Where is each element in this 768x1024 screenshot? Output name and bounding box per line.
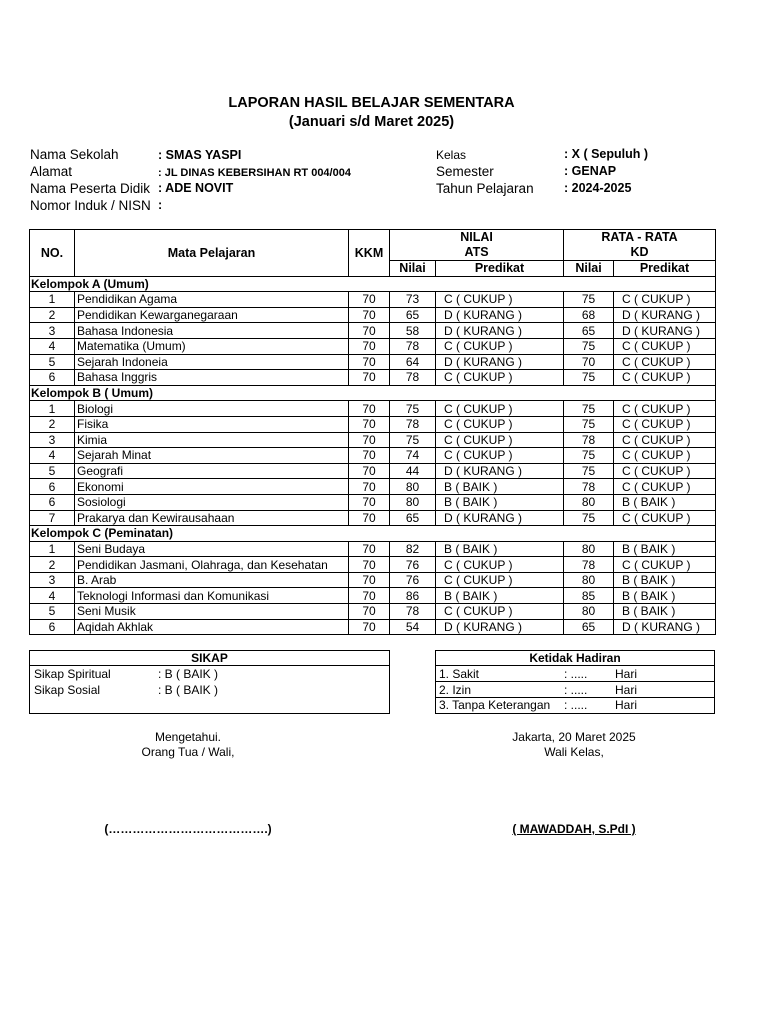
year-value: : 2024-2025 xyxy=(564,181,632,195)
row-kkm: 70 xyxy=(349,448,390,464)
row-no: 4 xyxy=(30,448,75,464)
class-label: Kelas xyxy=(436,148,467,162)
row-kd-nilai: 68 xyxy=(564,307,614,323)
absence-permit-unit: Hari xyxy=(615,683,638,697)
row-subject: Seni Budaya xyxy=(75,541,349,557)
row-ats-nilai: 80 xyxy=(390,494,436,510)
row-no: 4 xyxy=(30,588,75,604)
row-subject: Sejarah Indoneia xyxy=(75,354,349,370)
row-ats-predikat: D ( KURANG ) xyxy=(436,323,564,339)
absence-divider-1 xyxy=(436,681,714,682)
row-kd-nilai: 65 xyxy=(564,619,614,635)
header-subject: Mata Pelajaran xyxy=(75,230,349,277)
row-no: 2 xyxy=(30,557,75,573)
header-kd xyxy=(564,230,716,261)
row-no: 1 xyxy=(30,292,75,308)
row-kd-nilai: 70 xyxy=(564,354,614,370)
address-value: : JL DINAS KEBERSIHAN RT 004/004 xyxy=(158,167,351,179)
row-subject: Ekonomi xyxy=(75,479,349,495)
header-ats-predikat: Predikat xyxy=(436,261,564,277)
row-kkm: 70 xyxy=(349,354,390,370)
sikap-sosial-label: Sikap Sosial xyxy=(34,683,101,697)
row-ats-predikat: C ( CUKUP ) xyxy=(436,416,564,432)
row-kd-nilai: 85 xyxy=(564,588,614,604)
absence-sick-label: 1. Sakit xyxy=(439,667,480,681)
row-no: 2 xyxy=(30,307,75,323)
row-no: 2 xyxy=(30,416,75,432)
row-subject: Matematika (Umum) xyxy=(75,338,349,354)
year-label: Tahun Pelajaran xyxy=(436,181,534,196)
row-subject: Geografi xyxy=(75,463,349,479)
row-no: 5 xyxy=(30,354,75,370)
address-label: Alamat xyxy=(30,164,73,179)
table-row xyxy=(30,572,716,588)
row-subject: Prakarya dan Kewirausahaan xyxy=(75,510,349,526)
row-ats-predikat: D ( KURANG ) xyxy=(436,510,564,526)
row-kd-predikat: C ( CUKUP ) xyxy=(614,479,716,495)
row-ats-predikat: C ( CUKUP ) xyxy=(436,401,564,417)
row-ats-predikat: C ( CUKUP ) xyxy=(436,572,564,588)
row-kd-predikat: C ( CUKUP ) xyxy=(614,338,716,354)
sikap-box xyxy=(29,650,390,714)
row-subject: B. Arab xyxy=(75,572,349,588)
row-ats-predikat: D ( KURANG ) xyxy=(436,354,564,370)
row-subject: Pendidikan Agama xyxy=(75,292,349,308)
table-row xyxy=(30,323,716,339)
row-ats-nilai: 75 xyxy=(390,401,436,417)
row-kd-nilai: 75 xyxy=(564,416,614,432)
row-kd-nilai: 80 xyxy=(564,604,614,620)
absence-noinfo-unit: Hari xyxy=(615,698,638,712)
row-ats-predikat: D ( KURANG ) xyxy=(436,619,564,635)
row-ats-nilai: 78 xyxy=(390,604,436,620)
row-ats-predikat: B ( BAIK ) xyxy=(436,541,564,557)
row-kd-predikat: C ( CUKUP ) xyxy=(614,432,716,448)
header-kkm: KKM xyxy=(349,230,390,277)
table-row xyxy=(30,401,716,417)
table-row xyxy=(30,479,716,495)
table-row xyxy=(30,463,716,479)
row-subject: Kimia xyxy=(75,432,349,448)
row-kd-predikat: B ( BAIK ) xyxy=(614,604,716,620)
row-ats-predikat: C ( CUKUP ) xyxy=(436,432,564,448)
class-value: : X ( Sepuluh ) xyxy=(564,147,649,161)
row-kkm: 70 xyxy=(349,416,390,432)
absence-header: Ketidak Hadiran xyxy=(436,651,714,666)
row-subject: Sejarah Minat xyxy=(75,448,349,464)
row-kd-predikat: B ( BAIK ) xyxy=(614,572,716,588)
row-kd-predikat: D ( KURANG ) xyxy=(614,323,716,339)
row-subject: Teknologi Informasi dan Komunikasi xyxy=(75,588,349,604)
row-kd-predikat: C ( CUKUP ) xyxy=(614,448,716,464)
table-row xyxy=(30,619,716,635)
school-name-value: : SMAS YASPI xyxy=(158,148,242,162)
table-row xyxy=(30,448,716,464)
row-ats-predikat: C ( CUKUP ) xyxy=(436,292,564,308)
header-ats-line2: ATS xyxy=(464,245,489,259)
grades-table xyxy=(29,229,716,635)
row-kkm: 70 xyxy=(349,370,390,386)
row-ats-predikat: B ( BAIK ) xyxy=(436,588,564,604)
row-no: 6 xyxy=(30,619,75,635)
row-kkm: 70 xyxy=(349,557,390,573)
group-title: Kelompok C (Peminatan) xyxy=(30,526,716,542)
table-row xyxy=(30,432,716,448)
absence-sick-value: : ..... xyxy=(564,667,588,681)
table-row xyxy=(30,510,716,526)
row-ats-nilai: 73 xyxy=(390,292,436,308)
absence-permit-label: 2. Izin xyxy=(439,683,472,697)
absence-noinfo-label: 3. Tanpa Keterangan xyxy=(439,698,551,712)
row-no: 7 xyxy=(30,510,75,526)
header-kd-line2: KD xyxy=(630,245,649,259)
row-kd-nilai: 75 xyxy=(564,463,614,479)
row-kkm: 70 xyxy=(349,463,390,479)
absence-sick-unit: Hari xyxy=(615,667,638,681)
row-kd-nilai: 80 xyxy=(564,494,614,510)
row-subject: Pendidikan Jasmani, Olahraga, dan Kesehatan xyxy=(75,557,349,573)
student-name-value: : ADE NOVIT xyxy=(158,181,234,195)
row-kd-predikat: C ( CUKUP ) xyxy=(614,416,716,432)
student-name-label: Nama Peserta Didik xyxy=(30,181,151,196)
row-kkm: 70 xyxy=(349,572,390,588)
table-row xyxy=(30,557,716,573)
row-kd-predikat: B ( BAIK ) xyxy=(614,541,716,557)
row-ats-nilai: 76 xyxy=(390,557,436,573)
row-subject: Biologi xyxy=(75,401,349,417)
row-ats-nilai: 64 xyxy=(390,354,436,370)
report-title: LAPORAN HASIL BELAJAR SEMENTARA xyxy=(228,95,515,111)
row-subject: Bahasa Indonesia xyxy=(75,323,349,339)
sikap-sosial-value: : B ( BAIK ) xyxy=(158,683,219,697)
row-kkm: 70 xyxy=(349,541,390,557)
row-kkm: 70 xyxy=(349,604,390,620)
table-row xyxy=(30,494,716,510)
group-row xyxy=(30,276,716,292)
row-kd-predikat: B ( BAIK ) xyxy=(614,494,716,510)
row-no: 3 xyxy=(30,572,75,588)
row-kkm: 70 xyxy=(349,292,390,308)
row-ats-predikat: C ( CUKUP ) xyxy=(436,604,564,620)
sign-right-line2: Wali Kelas, xyxy=(544,745,604,759)
row-kd-nilai: 75 xyxy=(564,338,614,354)
row-kkm: 70 xyxy=(349,510,390,526)
header-kd-nilai: Nilai xyxy=(564,261,614,277)
row-ats-nilai: 76 xyxy=(390,572,436,588)
row-ats-predikat: C ( CUKUP ) xyxy=(436,448,564,464)
sign-left-line1: Mengetahui. xyxy=(154,730,222,744)
absence-permit-value: : ..... xyxy=(564,683,588,697)
row-kd-nilai: 80 xyxy=(564,572,614,588)
header-ats xyxy=(390,230,564,261)
grades-body xyxy=(30,276,716,635)
row-kkm: 70 xyxy=(349,588,390,604)
row-kd-predikat: C ( CUKUP ) xyxy=(614,370,716,386)
row-ats-predikat: C ( CUKUP ) xyxy=(436,338,564,354)
nisn-label: Nomor Induk / NISN xyxy=(30,198,151,213)
header-no: NO. xyxy=(30,230,75,277)
table-row xyxy=(30,370,716,386)
row-kd-nilai: 75 xyxy=(564,448,614,464)
row-ats-nilai: 80 xyxy=(390,479,436,495)
group-row xyxy=(30,526,716,542)
row-kd-nilai: 75 xyxy=(564,292,614,308)
row-kd-nilai: 78 xyxy=(564,432,614,448)
row-kkm: 70 xyxy=(349,307,390,323)
row-no: 6 xyxy=(30,370,75,386)
sign-left-line2: Orang Tua / Wali, xyxy=(141,745,235,759)
row-kd-predikat: C ( CUKUP ) xyxy=(614,292,716,308)
row-ats-nilai: 82 xyxy=(390,541,436,557)
row-kkm: 70 xyxy=(349,401,390,417)
row-kd-predikat: B ( BAIK ) xyxy=(614,588,716,604)
row-kkm: 70 xyxy=(349,479,390,495)
row-no: 3 xyxy=(30,323,75,339)
report-subtitle: (Januari s/d Maret 2025) xyxy=(288,114,455,130)
row-subject: Fisika xyxy=(75,416,349,432)
row-ats-nilai: 54 xyxy=(390,619,436,635)
row-ats-nilai: 78 xyxy=(390,370,436,386)
row-ats-predikat: C ( CUKUP ) xyxy=(436,557,564,573)
absence-noinfo-value: : ..... xyxy=(564,698,588,712)
row-kd-predikat: D ( KURANG ) xyxy=(614,619,716,635)
absence-box xyxy=(435,650,715,714)
row-kd-nilai: 65 xyxy=(564,323,614,339)
row-kkm: 70 xyxy=(349,494,390,510)
row-kd-predikat: C ( CUKUP ) xyxy=(614,463,716,479)
row-kd-nilai: 78 xyxy=(564,479,614,495)
header-ats-line1: NILAI xyxy=(460,230,493,244)
group-title: Kelompok A (Umum) xyxy=(30,276,716,292)
school-name-label: Nama Sekolah xyxy=(30,147,119,162)
row-kd-nilai: 75 xyxy=(564,370,614,386)
semester-label: Semester xyxy=(436,164,494,179)
sign-right-line1: Jakarta, 20 Maret 2025 xyxy=(512,730,636,744)
row-ats-nilai: 44 xyxy=(390,463,436,479)
row-kd-predikat: C ( CUKUP ) xyxy=(614,510,716,526)
row-ats-nilai: 78 xyxy=(390,338,436,354)
table-row xyxy=(30,604,716,620)
row-ats-predikat: D ( KURANG ) xyxy=(436,463,564,479)
group-row xyxy=(30,385,716,401)
row-ats-predikat: B ( BAIK ) xyxy=(436,479,564,495)
row-kkm: 70 xyxy=(349,338,390,354)
row-kkm: 70 xyxy=(349,619,390,635)
row-kd-predikat: D ( KURANG ) xyxy=(614,307,716,323)
row-ats-predikat: D ( KURANG ) xyxy=(436,307,564,323)
table-row xyxy=(30,588,716,604)
row-no: 5 xyxy=(30,463,75,479)
row-ats-nilai: 86 xyxy=(390,588,436,604)
row-ats-nilai: 78 xyxy=(390,416,436,432)
sign-left-name: (………………………………….) xyxy=(104,822,272,836)
semester-value: : GENAP xyxy=(564,164,617,178)
row-kd-nilai: 75 xyxy=(564,510,614,526)
row-kkm: 70 xyxy=(349,432,390,448)
table-row xyxy=(30,354,716,370)
row-kd-predikat: C ( CUKUP ) xyxy=(614,557,716,573)
row-no: 4 xyxy=(30,338,75,354)
row-kd-nilai: 78 xyxy=(564,557,614,573)
row-subject: Seni Musik xyxy=(75,604,349,620)
row-ats-predikat: C ( CUKUP ) xyxy=(436,370,564,386)
row-no: 6 xyxy=(30,494,75,510)
table-row xyxy=(30,541,716,557)
table-row xyxy=(30,292,716,308)
row-kkm: 70 xyxy=(349,323,390,339)
row-subject: Aqidah Akhlak xyxy=(75,619,349,635)
table-row xyxy=(30,307,716,323)
row-no: 3 xyxy=(30,432,75,448)
row-ats-predikat: B ( BAIK ) xyxy=(436,494,564,510)
sikap-spiritual-label: Sikap Spiritual xyxy=(34,667,111,681)
row-subject: Sosiologi xyxy=(75,494,349,510)
group-title: Kelompok B ( Umum) xyxy=(30,385,716,401)
row-subject: Pendidikan Kewarganegaraan xyxy=(75,307,349,323)
row-ats-nilai: 65 xyxy=(390,510,436,526)
row-subject: Bahasa Inggris xyxy=(75,370,349,386)
header-kd-predikat: Predikat xyxy=(614,261,716,277)
sikap-spiritual-value: : B ( BAIK ) xyxy=(158,667,219,681)
header-ats-nilai: Nilai xyxy=(390,261,436,277)
table-row xyxy=(30,338,716,354)
row-no: 6 xyxy=(30,479,75,495)
sign-right-name: ( MAWADDAH, S.PdI ) xyxy=(512,822,636,836)
row-kd-nilai: 80 xyxy=(564,541,614,557)
table-row xyxy=(30,416,716,432)
row-kd-predikat: C ( CUKUP ) xyxy=(614,354,716,370)
row-kd-predikat: C ( CUKUP ) xyxy=(614,401,716,417)
row-no: 5 xyxy=(30,604,75,620)
row-ats-nilai: 74 xyxy=(390,448,436,464)
nisn-value: : xyxy=(158,198,163,212)
row-ats-nilai: 58 xyxy=(390,323,436,339)
row-no: 1 xyxy=(30,541,75,557)
row-no: 1 xyxy=(30,401,75,417)
row-ats-nilai: 75 xyxy=(390,432,436,448)
header-kd-line1: RATA - RATA xyxy=(601,230,678,244)
row-ats-nilai: 65 xyxy=(390,307,436,323)
row-kd-nilai: 75 xyxy=(564,401,614,417)
sikap-header: SIKAP xyxy=(30,651,389,666)
